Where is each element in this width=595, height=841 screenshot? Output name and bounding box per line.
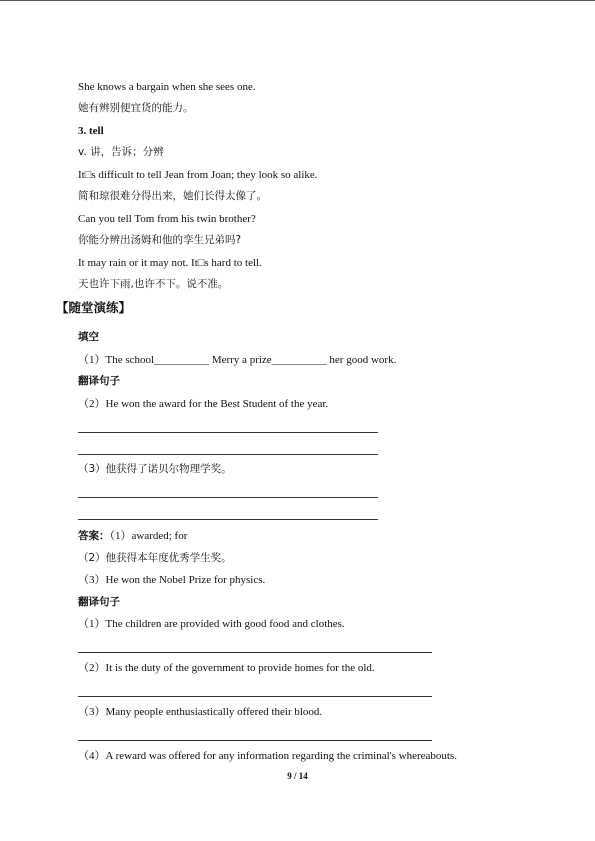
translate-question-3: （3）他获得了诺贝尔物理学奖。 [78, 463, 232, 475]
translate-question-3: （3）Many people enthusiastically offered their blood. [78, 706, 323, 718]
example-translation: 简和琼很难分得出来，她们长得太像了。 [78, 190, 267, 202]
section-title: 【随堂演练】 [56, 300, 132, 315]
example-translation: 你能分辨出汤姆和他的孪生兄弟吗? [78, 234, 242, 246]
answer-3: （3）He won the Nobel Prize for physics. [78, 574, 266, 586]
example-sentence: Can you tell Tom from his twin brother? [78, 213, 256, 225]
answer-line [78, 652, 432, 653]
answer-line [78, 454, 378, 455]
translate-question-2: （2）He won the award for the Best Student of the year. [78, 398, 329, 410]
translate-question-4: （4）A reward was offered for any information regarding the criminal's whereabouts. [78, 750, 458, 762]
example-translation: 天也许下雨,也许不下。说不准。 [78, 278, 229, 290]
answer-line [78, 497, 378, 498]
exercise-heading-translate: 翻译句子 [78, 375, 120, 387]
exercise-heading-fill: 填空 [78, 331, 99, 343]
answer-line [78, 432, 378, 433]
exercise-heading-translate: 翻译句子 [78, 596, 120, 608]
answer-row [78, 529, 187, 543]
example-sentence: It□s difficult to tell Jean from Joan; they look so alike. [78, 169, 318, 181]
answer-line [78, 740, 432, 741]
example-sentence: She knows a bargain when she sees one. [78, 81, 256, 93]
answer-2: （2）他获得本年度优秀学生奖。 [78, 552, 232, 564]
fill-question-1: （1）The school__________ Merry a prize__________ her good work. [78, 354, 397, 366]
vocab-definition: v. 讲，告诉；分辨 [78, 146, 164, 158]
vocab-heading: 3. tell [78, 125, 104, 137]
answer-line [78, 696, 432, 697]
translate-question-2: （2）It is the duty of the government to provide homes for the old. [78, 662, 375, 674]
example-translation: 她有辨别便宜货的能力。 [78, 102, 194, 114]
example-sentence: It may rain or it may not. It□s hard to tell. [78, 257, 262, 269]
answer-1: （1）awarded; for [109, 530, 188, 542]
answer-label: 答案： [78, 530, 110, 542]
answer-line [78, 519, 378, 520]
translate-question-1: （1）The children are provided with good food and clothes. [78, 618, 345, 630]
page-number: 9 / 14 [287, 771, 308, 781]
